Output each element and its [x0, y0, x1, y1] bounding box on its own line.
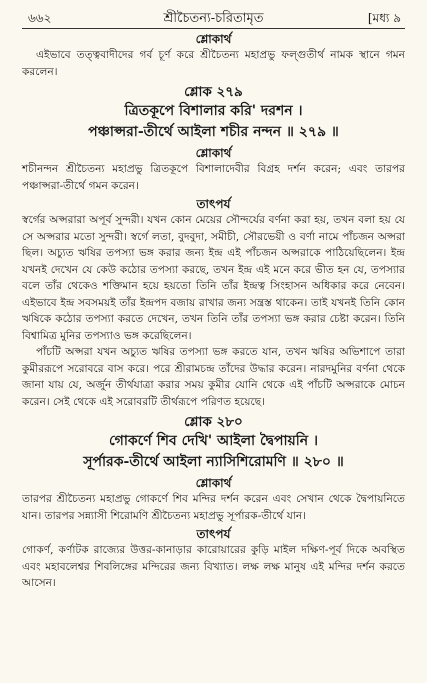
translation-heading: শ্লোকার্থ [195, 146, 232, 160]
verse-line: গোকর্ণে শিব দেখি' আইলা দ্বৈপায়নি । [108, 433, 319, 449]
verse-number: শ্লোক ২৭৯ [184, 84, 243, 100]
verse-line: সূর্পারক-তীর্থে আইলা ন্যাসিশিরোমণি ॥ ২৮০ ॥ [83, 454, 344, 470]
purport-paragraph: স্বর্গের অপ্সরারা অপূর্ব সুন্দরী। যখন কোন মেয়ের সৌন্দর্যের বর্ণনা করা হয়, তখন বলা হয় যে সে অপ্সরার মতো সুন্দরী। স্বর্গে লতা, বুদবুদা, সমীচী, সৌরভেয়ী ও বর্ণা নামে পাঁচজন অপ্সরা ছিল। অচ্যুত ঋষির তপস্যা ভঙ্গ করার জন্য ইন্দ্র এই পাঁচজন অপ্সরাকে পাঠিয়েছিলেন। ইন্দ্র যখনই দেখেন যে কেউ কঠোর তপস্যা করছে, তখন ইন্দ্র এই মনে করে ভীত হন যে, তপস্যার বলে তাঁর থেকেও শক্তিমান হয়ে হয়তো তিনি তাঁর ইন্দ্রত্ব সিংহাসন অধিকার করে নেবেন। এইভাবে ইন্দ্র সবসময়ই তাঁর ইন্দ্রপদ বজায় রাখার জন্য সন্ত্রস্ত থাকেন। তাই যখনই তিনি কোন ঋষিকে কঠোর তপস্যা করতে দেখেন, তখন তিনি তাঁর তপস্যা ভঙ্গ করার চেষ্টা করেন। তিনি বিশ্বামিত্র মুনির তপস্যাও ভঙ্গ করেছিলেন। [22, 214, 405, 342]
translation-text: শচীনন্দন শ্রীচৈতন্য মহাপ্রভু ত্রিতকূপে বিশালাদেবীর বিগ্রহ দর্শন করেন; এবং তারপর পঞ্চাপ্সরা-তীর্থে গমন করেন। [22, 163, 405, 192]
translation-heading: শ্লোকার্থ [195, 476, 232, 490]
verse-line: পঞ্চাপ্সরা-তীর্থে আইলা শচীর নন্দন ॥ ২৭৯ ॥ [88, 124, 339, 140]
running-header [22, 8, 405, 29]
purport-paragraph: পাঁচটি অপ্সরা যখন অচ্যুত ঋষির তপস্যা ভঙ্গ করতে যান, তখন ঋষির অভিশাপে তারা কুমীররূপে সরোবরে বাস করে। পরে শ্রীরামচন্দ্র তাঁদের উদ্ধার করেন। নারদমুনির বর্ণনা থেকে জানা যায় যে, অর্জুন তীর্থযাত্রা করার সময় কুমীর যোনি থেকে এই পাঁচটি অপ্সরাকে মোচন করেন। সেই থেকে এই সরোবরটি তীর্থরূপে পরিণত হয়েছে। [22, 346, 405, 408]
purport-heading: তাৎপর্য [196, 527, 231, 541]
book-title: শ্রীচৈতন্য-চরিতামৃত [163, 11, 264, 26]
page-number: ৬৬২ [28, 11, 52, 25]
verse-number: শ্লোক ২৮০ [184, 414, 243, 430]
purport-paragraph: গোকর্ণ, কর্ণাটক রাজ্যের উত্তর-কানাড়ার কারোয়ারের কুড়ি মাইল দক্ষিণ-পূর্ব দিকে অবস্থিত এবং মহাবলেশ্বর শিবলিঙ্গের মন্দিরের জন্য বিখ্যাত। লক্ষ লক্ষ মানুষ এই মন্দির দর্শন করতে আসেন। [22, 544, 405, 589]
section-marker: [মধ্য ৯ [367, 11, 401, 25]
translation-heading: শ্লোকার্থ [195, 32, 232, 46]
verse-line: ত্রিতকূপে বিশালার করি' দরশন । [124, 103, 303, 119]
purport-heading: তাৎপর্য [196, 197, 231, 211]
translation-text: এইভাবে তত্ত্ববাদীদের গর্ব চূর্ণ করে শ্রীচৈতন্য মহাপ্রভু ফল্গুতীর্থ নামক স্থানে গমন করলেন। [22, 49, 405, 78]
translation-text: তারপর শ্রীচৈতন্য মহাপ্রভু গোকর্ণে শিব মন্দির দর্শন করেন এবং সেখান থেকে দ্বৈপায়নিতে যান। তারপর সন্ন্যাসী শিরোমণি শ্রীচৈতন্য মহাপ্রভু সূর্পারক-তীর্থে যান। [22, 493, 405, 522]
